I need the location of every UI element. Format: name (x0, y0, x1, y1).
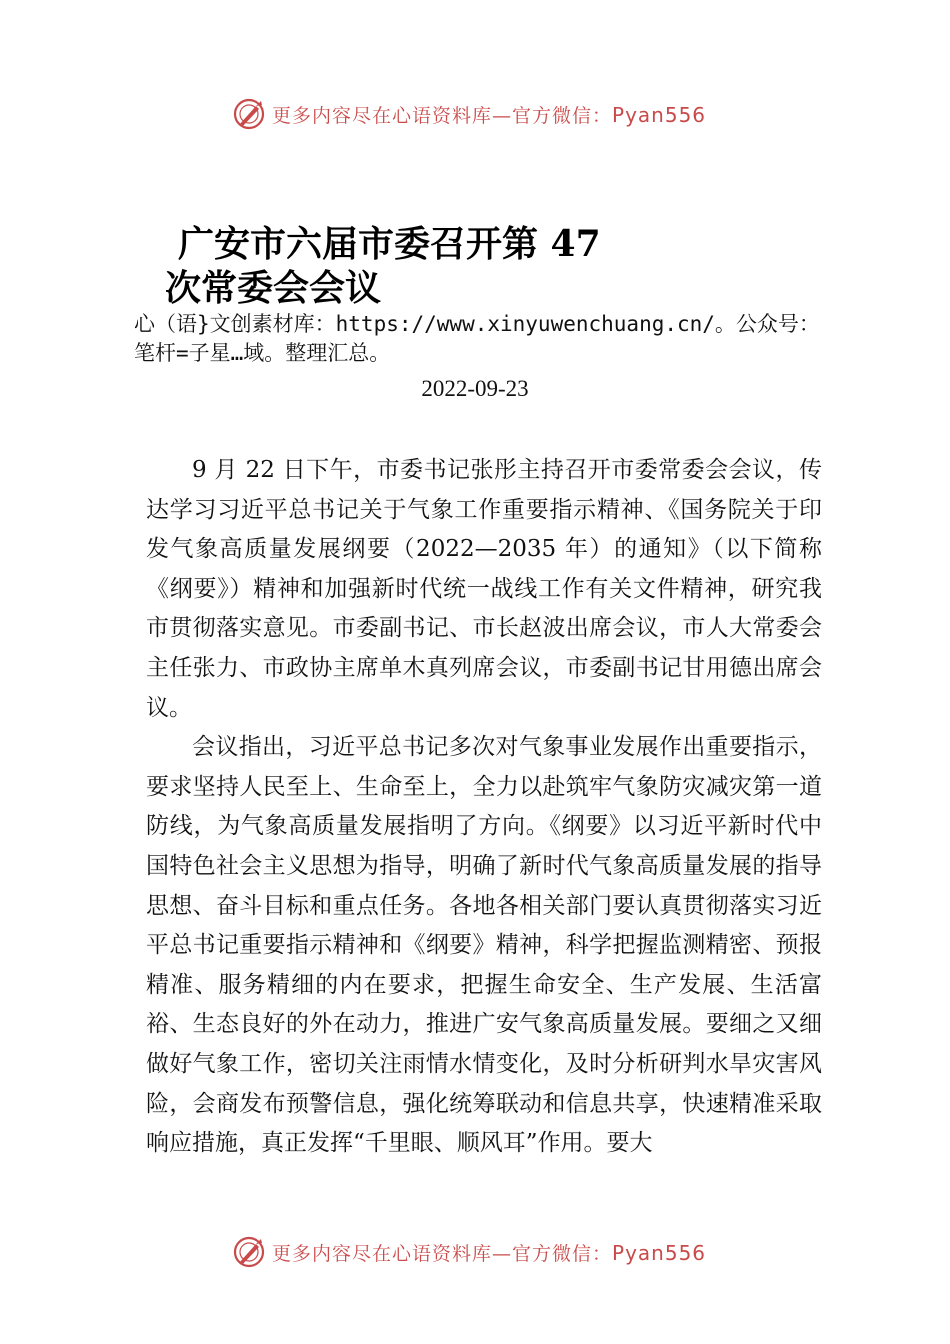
quill-pen-seal-icon (232, 1235, 266, 1269)
paragraph: 9 月 22 日下午，市委书记张彤主持召开市委常委会会议，传达学习习近平总书记关于气象工作重要指示精神、《国务院关于印发气象高质量发展纲要（2022—2035 年）的通知》（以下简称《纲要》）精神和加强新时代统一战线工作有关文件精神，研究我市贯彻落实意见。市委副书记、市长赵波出席会议，市人大常委会主任张力、市政协主席单木真列席会议，市委副书记甘用德出席会议。 (146, 457, 822, 721)
wechat-id: Pyan556 (612, 1240, 707, 1265)
title-line-2: 次常委会会议 (165, 267, 382, 309)
document-title (0, 222, 950, 310)
banner-text: 更多内容尽在心语资料库—官方微信：Pyan556 (272, 1240, 707, 1265)
quill-pen-seal-icon (232, 97, 266, 131)
banner-text: 更多内容尽在心语资料库—官方微信：Pyan556 (272, 102, 707, 127)
footer-banner (232, 1234, 706, 1270)
header-banner (232, 96, 706, 132)
article-body (146, 451, 822, 1211)
publish-date: 2022-09-23 (421, 376, 529, 401)
paragraph: 会议指出，习近平总书记多次对气象事业发展作出重要指示，要求坚持人民至上、生命至上，全力以赴筑牢气象防灾减灾第一道防线，为气象高质量发展指明了方向。《纲要》以习近平新时代中国特色社会主义思想为指导，明确了新时代气象高质量发展的指导思想、奋斗目标和重点任务。各地各相关部门要认真贯彻落实习近平总书记重要指示精神和《纲要》精神，科学把握监测精密、预报精准、服务精细的内在要求，把握生命安全、生产发展、生活富裕、生态良好的外在动力，推进广安气象高质量发展。要细之又细做好气象工作，密切关注雨情水情变化，及时分析研判水旱灾害风险，会商发布预警信息，强化统筹联动和信息共享，快速精准采取响应措施，真正发挥“千里眼、顺风耳”作用。要大 (146, 734, 822, 1157)
title-line-1: 广安市六届市委召开第 47 (178, 223, 601, 265)
source-note: 心（语}文创素材库：https://www.xinyuwenchuang.cn/。公众号：笔杆=子星…域。整理汇总。 (134, 312, 820, 365)
wechat-id: Pyan556 (612, 102, 707, 127)
